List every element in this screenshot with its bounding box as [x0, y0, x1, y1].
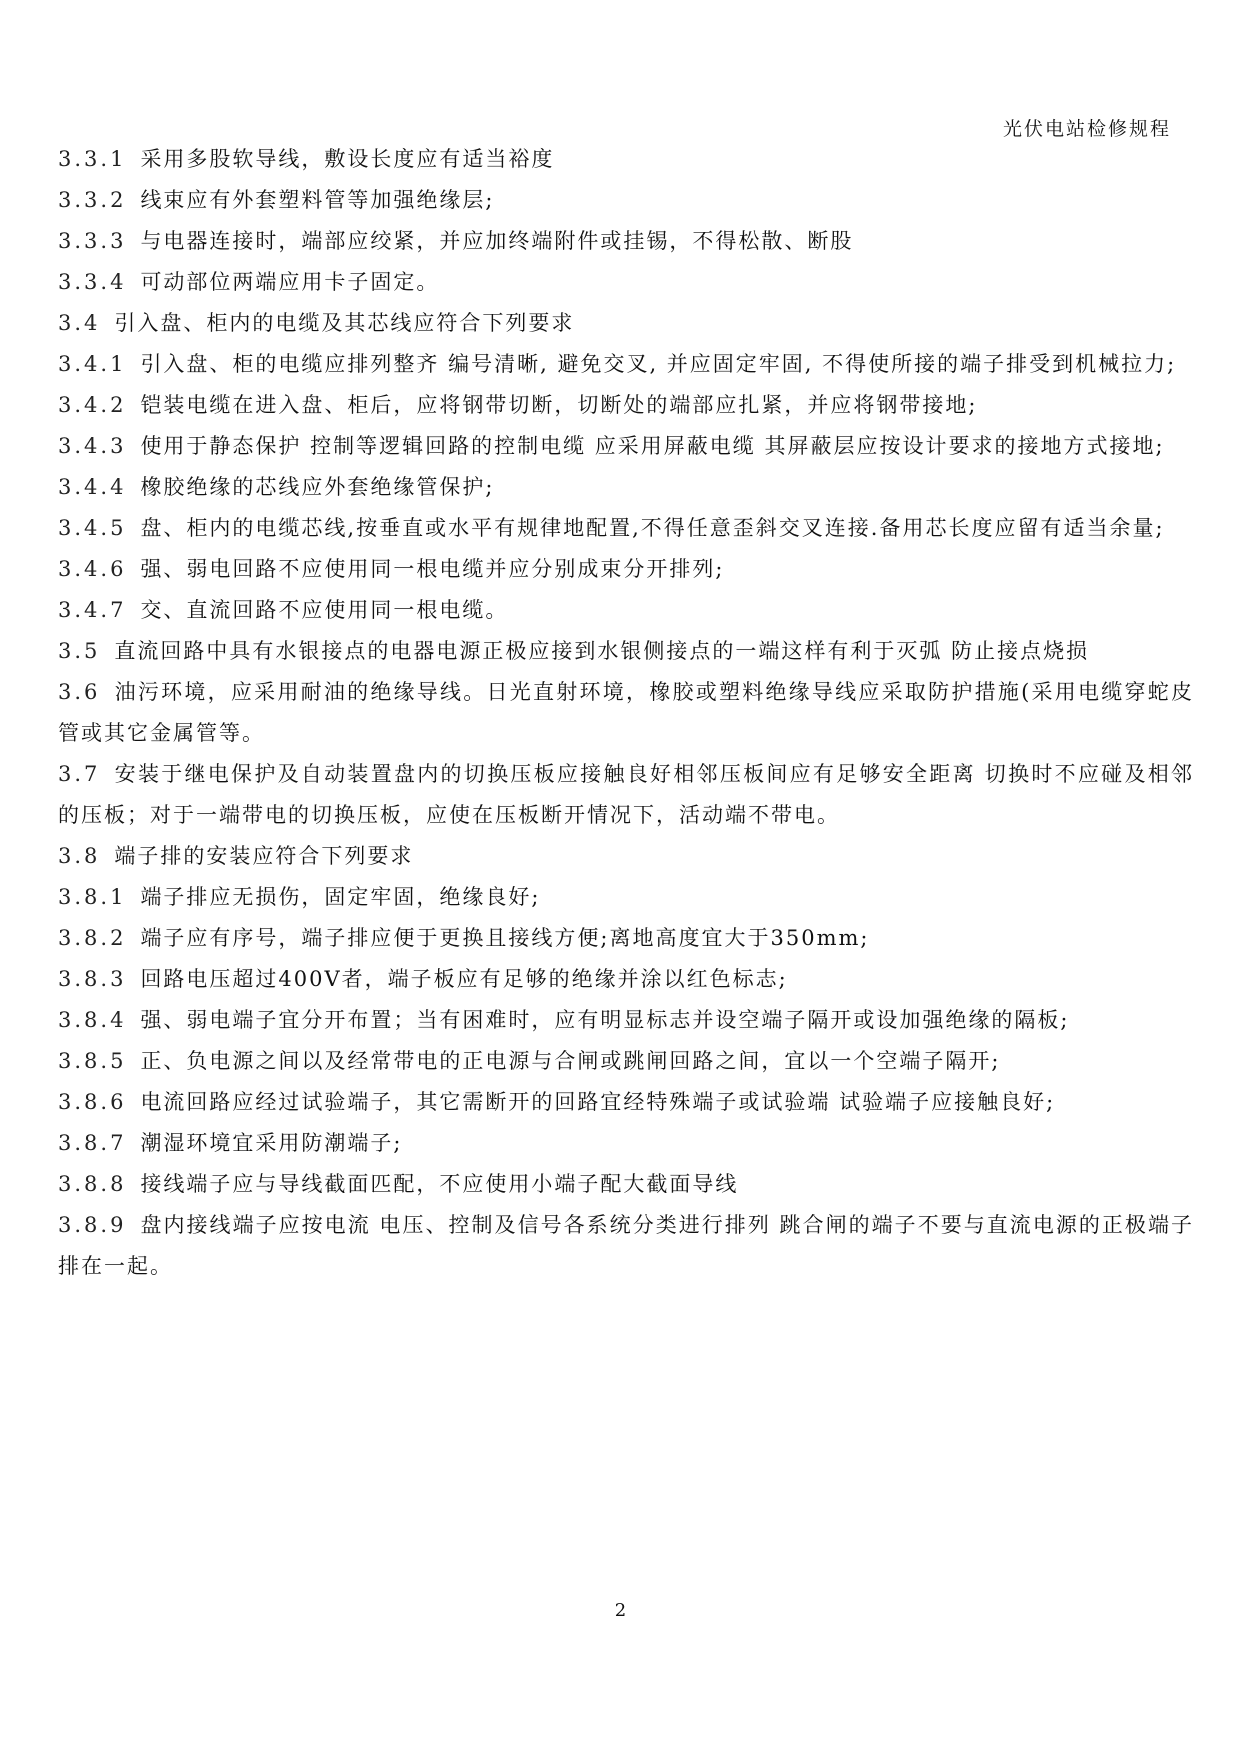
clause-number: 3.4.3: [58, 434, 127, 458]
paragraph-3-8-1: [58, 877, 1194, 918]
clause-number: 3.8: [58, 844, 101, 868]
clause-number: 3.4.1: [58, 352, 127, 376]
paragraph-3-4: [58, 303, 1194, 344]
clause-number: 3.7: [58, 762, 101, 786]
clause-number: 3.8.9: [58, 1213, 127, 1237]
clause-number: 3.6: [58, 680, 101, 704]
clause-text: 与电器连接时，端部应绞紧，并应加终端附件或挂锡，不得松散、断股: [140, 229, 854, 253]
clause-number: 3.3.2: [58, 188, 127, 212]
clause-number: 3.8.6: [58, 1090, 127, 1114]
clause-text: 可动部位两端应用卡子固定。: [140, 270, 440, 294]
paragraph-3-8-8: [58, 1164, 1194, 1205]
paragraph-3-3-2: [58, 180, 1194, 221]
clause-number: 3.3.4: [58, 270, 127, 294]
clause-number: 3.3.3: [58, 229, 127, 253]
clause-text: 交、直流回路不应使用同一根电缆。: [140, 598, 509, 622]
clause-number: 3.4.4: [58, 475, 127, 499]
clause-text: 端子排应无损伤，固定牢固，绝缘良好;: [140, 885, 541, 909]
clause-number: 3.8.5: [58, 1049, 127, 1073]
paragraph-3-8-3: [58, 959, 1194, 1000]
clause-number: 3.8.4: [58, 1008, 127, 1032]
paragraph-3-8-9: [58, 1205, 1194, 1287]
clause-text: 引入盘、柜的电缆应排列整齐 编号清晰, 避免交叉, 并应固定牢固, 不得使所接的端子排受到机械拉力;: [140, 352, 1177, 376]
clause-number: 3.8.8: [58, 1172, 127, 1196]
clause-number: 3.3.1: [58, 147, 127, 171]
clause-text: 潮湿环境宜采用防潮端子;: [140, 1131, 403, 1155]
clause-text: 回路电压超过400V者，端子板应有足够的绝缘并涂以红色标志;: [140, 967, 788, 991]
clause-text: 强、弱电回路不应使用同一根电缆并应分别成束分开排列;: [140, 557, 725, 581]
clause-text: 正、负电源之间以及经常带电的正电源与合闸或跳闸回路之间，宜以一个空端子隔开;: [140, 1049, 1001, 1073]
clause-text: 直流回路中具有水银接点的电器电源正极应接到水银侧接点的一端这样有利于灭弧 防止接点烧损: [114, 639, 1090, 663]
paragraph-3-8-4: [58, 1000, 1194, 1041]
clause-number: 3.4.2: [58, 393, 127, 417]
clause-number: 3.4.5: [58, 516, 127, 540]
clause-number: 3.4: [58, 311, 101, 335]
clause-number: 3.8.3: [58, 967, 127, 991]
paragraph-3-8-5: [58, 1041, 1194, 1082]
paragraph-3-4-3: [58, 426, 1194, 467]
clause-number: 3.4.7: [58, 598, 127, 622]
clause-text: 线束应有外套塑料管等加强绝缘层;: [140, 188, 495, 212]
paragraph-3-5: [58, 631, 1194, 672]
clause-text: 使用于静态保护 控制等逻辑回路的控制电缆 应采用屏蔽电缆 其屏蔽层应按设计要求的接地方式接地;: [140, 434, 1165, 458]
paragraph-3-4-4: [58, 467, 1194, 508]
document-body: [58, 139, 1194, 1287]
clause-text: 盘内接线端子应按电流 电压、控制及信号各系统分类进行排列 跳合闸的端子不要与直流电源的正极端子排在一起。: [58, 1213, 1194, 1278]
paragraph-3-4-5: [58, 508, 1194, 549]
clause-number: 3.8.1: [58, 885, 127, 909]
clause-number: 3.4.6: [58, 557, 127, 581]
paragraph-3-4-7: [58, 590, 1194, 631]
clause-number: 3.8.7: [58, 1131, 127, 1155]
clause-text: 端子排的安装应符合下列要求: [114, 844, 414, 868]
clause-number: 3.5: [58, 639, 101, 663]
paragraph-3-4-6: [58, 549, 1194, 590]
clause-text: 油污环境，应采用耐油的绝缘导线。日光直射环境，橡胶或塑料绝缘导线应采取防护措施(采用电缆穿蛇皮管或其它金属管等。: [58, 680, 1194, 745]
paragraph-3-8-7: [58, 1123, 1194, 1164]
paragraph-3-4-1: [58, 344, 1194, 385]
clause-text: 端子应有序号，端子排应便于更换且接线方便;离地高度宜大于350mm;: [140, 926, 870, 950]
paragraph-3-8-2: [58, 918, 1194, 959]
page-header-title: 光伏电站检修规程: [1002, 118, 1171, 140]
clause-text: 安装于继电保护及自动装置盘内的切换压板应接触良好相邻压板间应有足够安全距离 切换时不应碰及相邻的压板；对于一端带电的切换压板，应使在压板断开情况下，活动端不带电。: [58, 762, 1194, 827]
clause-text: 引入盘、柜内的电缆及其芯线应符合下列要求: [114, 311, 575, 335]
paragraph-3-3-3: [58, 221, 1194, 262]
paragraph-3-8-6: [58, 1082, 1194, 1123]
clause-text: 盘、柜内的电缆芯线,按垂直或水平有规律地配置,不得任意歪斜交叉连接.备用芯长度应留有适当余量;: [140, 516, 1165, 540]
page-number: 2: [614, 1600, 627, 1621]
clause-text: 接线端子应与导线截面匹配，不应使用小端子配大截面导线: [140, 1172, 739, 1196]
clause-text: 电流回路应经过试验端子，其它需断开的回路宜经特殊端子或试验端 试验端子应接触良好;: [140, 1090, 1056, 1114]
clause-number: 3.8.2: [58, 926, 127, 950]
paragraph-3-4-2: [58, 385, 1194, 426]
paragraph-3-3-1: [58, 139, 1194, 180]
paragraph-3-6: [58, 672, 1194, 754]
clause-text: 采用多股软导线，敷设长度应有适当裕度: [140, 147, 555, 171]
clause-text: 铠装电缆在进入盘、柜后，应将钢带切断，切断处的端部应扎紧，并应将钢带接地;: [140, 393, 978, 417]
paragraph-3-3-4: [58, 262, 1194, 303]
clause-text: 强、弱电端子宜分开布置；当有困难时，应有明显标志并设空端子隔开或设加强绝缘的隔板;: [140, 1008, 1070, 1032]
paragraph-3-7: [58, 754, 1194, 836]
clause-text: 橡胶绝缘的芯线应外套绝缘管保护;: [140, 475, 495, 499]
paragraph-3-8: [58, 836, 1194, 877]
